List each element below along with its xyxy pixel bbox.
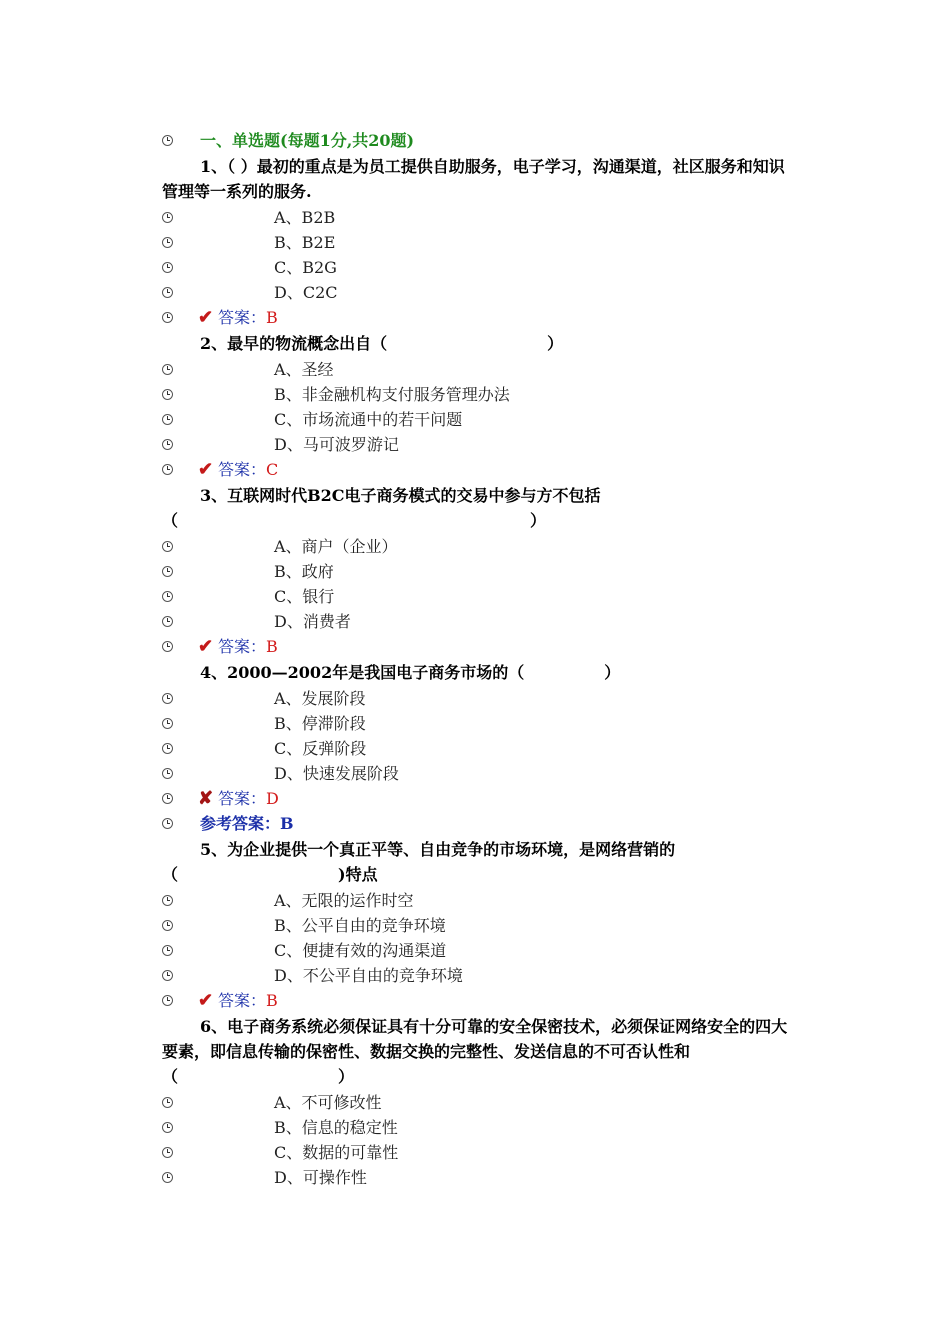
option-row[interactable]	[162, 913, 792, 938]
answer-row	[162, 988, 792, 1013]
answer-value: B	[266, 991, 278, 1010]
option-label: A、发展阶段	[274, 689, 366, 708]
option-label: C、数据的可靠性	[274, 1143, 399, 1162]
option-label: A、B2B	[274, 208, 336, 227]
option-row[interactable]	[162, 1090, 792, 1115]
option-label: B、政府	[274, 562, 334, 581]
option-row[interactable]	[162, 230, 792, 255]
option-row[interactable]	[162, 357, 792, 382]
clock-icon	[162, 389, 173, 400]
option-label: C、市场流通中的若干问题	[274, 410, 463, 429]
question-text: 6、电子商务系统必须保证具有十分可靠的安全保密技术，必须保证网络安全的四大要素，即信息传输的保密性、数据交换的完整性、发送信息的不可否认性和（ ）	[162, 1017, 788, 1086]
option-row[interactable]	[162, 432, 792, 457]
option-label: B、停滞阶段	[274, 714, 366, 733]
option-label: D、快速发展阶段	[274, 764, 399, 783]
option-label: B、信息的稳定性	[274, 1118, 398, 1137]
option-row[interactable]	[162, 205, 792, 230]
section-title: 一、单选题(每题1分,共20题)	[200, 131, 415, 150]
answer-label: 答案：	[218, 308, 267, 327]
answer-label: 答案：	[218, 460, 267, 479]
option-row[interactable]	[162, 382, 792, 407]
clock-icon	[162, 541, 173, 552]
clock-icon	[162, 641, 173, 652]
option-label: D、可操作性	[274, 1168, 367, 1187]
option-label: C、反弹阶段	[274, 739, 367, 758]
clock-icon	[162, 1097, 173, 1108]
option-row[interactable]	[162, 1115, 792, 1140]
answer-label: 答案：	[218, 991, 267, 1010]
clock-icon	[162, 693, 173, 704]
reference-label: 参考答案：	[200, 814, 281, 833]
clock-icon	[162, 262, 173, 273]
reference-value: B	[280, 814, 294, 833]
answer-value: C	[266, 460, 279, 479]
section-header	[162, 128, 792, 153]
option-row[interactable]	[162, 888, 792, 913]
clock-icon	[162, 312, 173, 323]
checkmark-icon: ✔	[198, 307, 214, 328]
option-label: B、非金融机构支付服务管理办法	[274, 385, 510, 404]
option-row[interactable]	[162, 407, 792, 432]
checkmark-icon: ✔	[198, 990, 214, 1011]
option-label: A、商户（企业）	[274, 537, 398, 556]
option-label: A、圣经	[274, 360, 334, 379]
answer-value: B	[266, 308, 278, 327]
clock-icon	[162, 920, 173, 931]
question-text: 3、互联网时代B2C电子商务模式的交易中参与方不包括（ ）	[162, 486, 601, 530]
question-text: 4、2000—2002年是我国电子商务市场的（ ）	[200, 663, 621, 682]
answer-row	[162, 786, 792, 811]
option-label: D、不公平自由的竞争环境	[274, 966, 463, 985]
option-label: B、B2E	[274, 233, 336, 252]
answer-value: B	[266, 637, 278, 656]
clock-icon	[162, 566, 173, 577]
option-row[interactable]	[162, 711, 792, 736]
clock-icon	[162, 287, 173, 298]
option-row[interactable]	[162, 1140, 792, 1165]
answer-row	[162, 634, 792, 659]
option-row[interactable]	[162, 559, 792, 584]
clock-icon	[162, 1147, 173, 1158]
clock-icon	[162, 970, 173, 981]
clock-icon	[162, 768, 173, 779]
clock-icon	[162, 135, 173, 146]
answer-label: 答案：	[218, 637, 267, 656]
clock-icon	[162, 945, 173, 956]
clock-icon	[162, 1122, 173, 1133]
answer-row	[162, 457, 792, 482]
clock-icon	[162, 439, 173, 450]
option-row[interactable]	[162, 584, 792, 609]
clock-icon	[162, 1172, 173, 1183]
question-text: 5、为企业提供一个真正平等、自由竞争的市场环境，是网络营销的（ )特点	[162, 840, 676, 884]
clock-icon	[162, 995, 173, 1006]
option-row[interactable]	[162, 736, 792, 761]
answer-row	[162, 305, 792, 330]
option-label: C、银行	[274, 587, 335, 606]
cross-icon: ✘	[198, 788, 214, 809]
reference-answer-row	[162, 811, 792, 836]
clock-icon	[162, 464, 173, 475]
answer-value: D	[266, 789, 279, 808]
question-text: 2、最早的物流概念出自（ ）	[200, 334, 564, 353]
option-row[interactable]	[162, 534, 792, 559]
option-row[interactable]	[162, 963, 792, 988]
checkmark-icon: ✔	[198, 636, 214, 657]
clock-icon	[162, 237, 173, 248]
option-row[interactable]	[162, 255, 792, 280]
option-row[interactable]	[162, 609, 792, 634]
option-row[interactable]	[162, 280, 792, 305]
clock-icon	[162, 743, 173, 754]
clock-icon	[162, 414, 173, 425]
clock-icon	[162, 793, 173, 804]
option-row[interactable]	[162, 938, 792, 963]
clock-icon	[162, 895, 173, 906]
option-label: C、B2G	[274, 258, 337, 277]
option-label: B、公平自由的竞争环境	[274, 916, 446, 935]
clock-icon	[162, 718, 173, 729]
question-list	[162, 154, 792, 1190]
option-label: D、消费者	[274, 612, 351, 631]
exam-document	[162, 128, 792, 1190]
clock-icon	[162, 818, 173, 829]
option-label: A、不可修改性	[274, 1093, 382, 1112]
clock-icon	[162, 616, 173, 627]
option-row[interactable]	[162, 1165, 792, 1190]
option-label: D、马可波罗游记	[274, 435, 399, 454]
clock-icon	[162, 364, 173, 375]
option-label: C、便捷有效的沟通渠道	[274, 941, 447, 960]
option-label: D、C2C	[274, 283, 338, 302]
answer-label: 答案：	[218, 789, 267, 808]
option-label: A、无限的运作时空	[274, 891, 414, 910]
option-row[interactable]	[162, 686, 792, 711]
clock-icon	[162, 591, 173, 602]
checkmark-icon: ✔	[198, 459, 214, 480]
clock-icon	[162, 212, 173, 223]
option-row[interactable]	[162, 761, 792, 786]
question-text: 1、（ ）最初的重点是为员工提供自助服务，电子学习，沟通渠道，社区服务和知识管理等一系列的服务.	[162, 157, 785, 201]
